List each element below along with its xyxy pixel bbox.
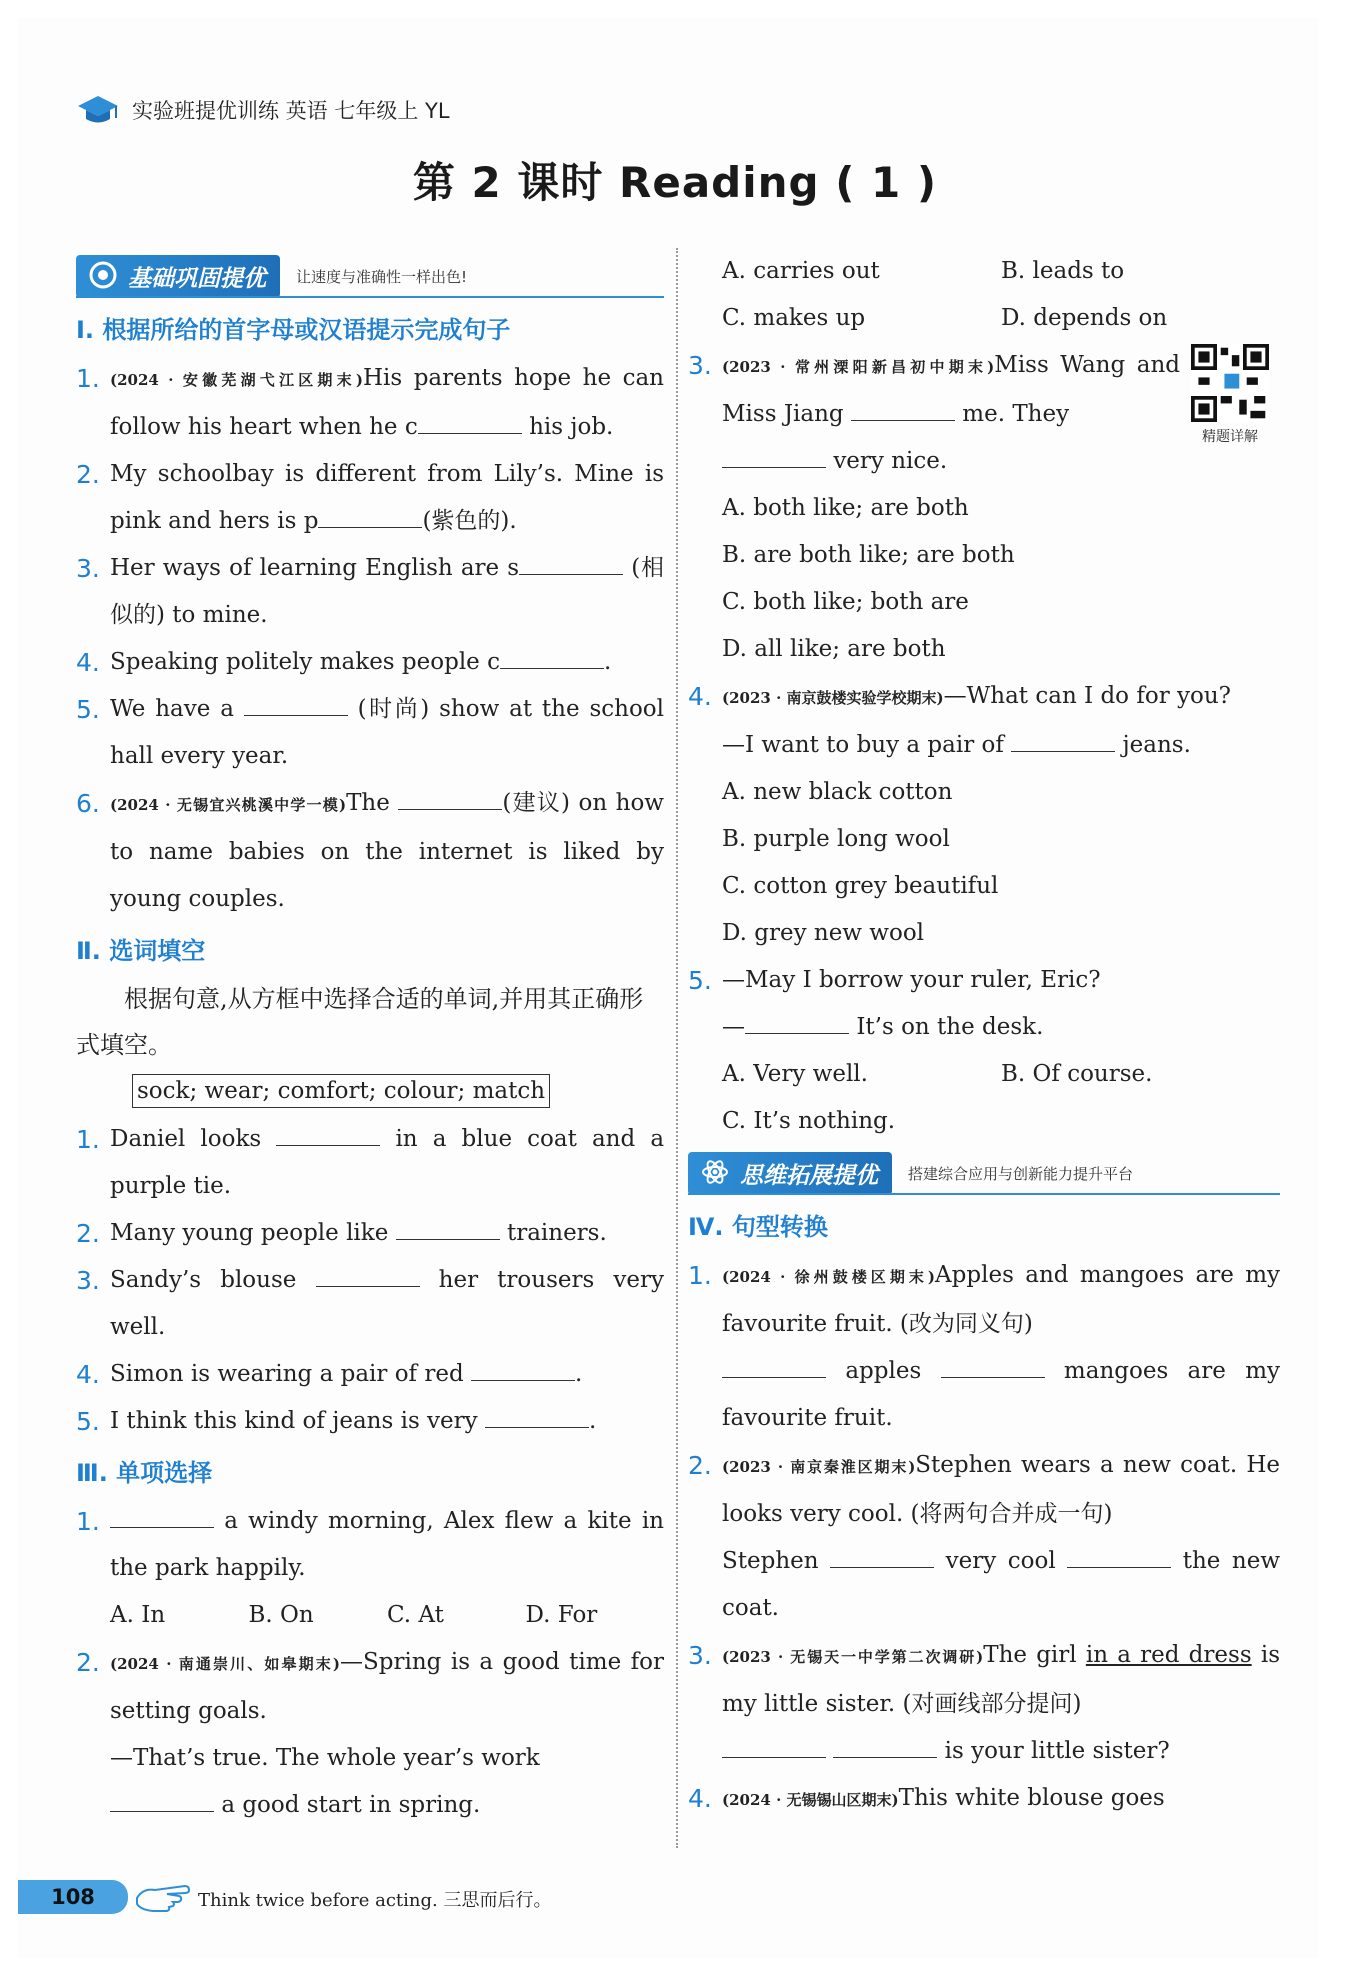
- question-source: (2023 · 南京秦淮区期末): [722, 1458, 916, 1476]
- atom-icon: [700, 1157, 730, 1187]
- answer-blank[interactable]: [110, 1789, 214, 1812]
- question-text: The: [346, 790, 390, 816]
- question-number: 3.: [688, 1641, 712, 1670]
- answer-blank[interactable]: [318, 505, 422, 528]
- question-text: My schoolbay is different from Lily’s. Mine is pink and hers is p: [110, 461, 664, 534]
- question-number: 4.: [688, 682, 712, 711]
- option[interactable]: A. both like; are both: [722, 495, 969, 521]
- question: [688, 1775, 1280, 1824]
- question-text: Many young people like: [110, 1220, 389, 1246]
- option[interactable]: D. For: [525, 1602, 598, 1628]
- question-text: Apples and mangoes are my favourite fruit. (改为同义句): [722, 1262, 1280, 1337]
- question-text: His parents hope he can follow his heart when he c: [110, 365, 664, 440]
- question-source: (2024 · 无锡宜兴桃溪中学一模): [110, 796, 347, 814]
- question: [76, 1351, 664, 1398]
- question: [76, 355, 664, 451]
- option[interactable]: C. It’s nothing.: [722, 1108, 896, 1134]
- banner-tag-text: 思维拓展提优: [740, 1162, 878, 1189]
- question-text: .: [575, 1361, 583, 1387]
- option[interactable]: B. are both like; are both: [722, 542, 1015, 568]
- word-box: sock; wear; comfort; colour; match: [132, 1074, 550, 1108]
- question-number: 1.: [688, 1261, 712, 1290]
- answer-blank[interactable]: [110, 1505, 214, 1528]
- question-number: 3.: [688, 351, 712, 380]
- question-text: (紫色的).: [422, 508, 517, 534]
- question-number: 5.: [76, 695, 100, 724]
- option[interactable]: A. In: [110, 1602, 166, 1628]
- question: [76, 1639, 664, 1735]
- question: [76, 639, 664, 686]
- question-text: Stephen: [722, 1548, 819, 1574]
- question: [76, 1116, 664, 1210]
- question: [76, 780, 664, 923]
- section-heading: Ⅰ. 根据所给的首字母或汉语提示完成句子: [76, 316, 511, 344]
- question: [76, 1257, 664, 1351]
- question-number: 4.: [76, 648, 100, 677]
- question-number: 4.: [688, 1784, 712, 1813]
- graduation-cap-icon: [76, 94, 120, 126]
- answer-blank[interactable]: [398, 787, 502, 810]
- section-banner-basic: [76, 254, 664, 298]
- question-text: I think this kind of jeans is very: [110, 1408, 478, 1434]
- question-text: mangoes are my favourite fruit.: [722, 1358, 1281, 1431]
- question-text: is my little sister. (对画线部分提问): [722, 1642, 1281, 1717]
- answer-blank[interactable]: [745, 1011, 849, 1034]
- banner-underline: [76, 296, 664, 298]
- question-number: 2.: [76, 460, 100, 489]
- question-source: (2024 · 徐州鼓楼区期末): [722, 1268, 936, 1286]
- section-heading: Ⅱ. 选词填空: [76, 937, 206, 965]
- question-text: —Spring is a good time for setting goals.: [110, 1649, 664, 1724]
- section-banner-extension: [688, 1151, 1280, 1195]
- answer-blank[interactable]: [316, 1264, 420, 1287]
- answer-blank[interactable]: [396, 1217, 500, 1240]
- question: [76, 451, 664, 545]
- question-source: (2024 · 安徽芜湖弋江区期末): [110, 371, 363, 389]
- question-text: —May I borrow your ruler, Eric?: [722, 967, 1101, 993]
- target-icon: [88, 260, 118, 290]
- question-text: jeans.: [1122, 732, 1191, 758]
- question-number: 1.: [76, 1125, 100, 1154]
- answer-blank[interactable]: [722, 1355, 826, 1378]
- instructions: 根据句意,从方框中选择合适的单词,并用其正确形式填空。: [76, 985, 644, 1059]
- answer-blank[interactable]: [722, 445, 826, 468]
- question: [688, 1442, 1280, 1632]
- qr-code-block[interactable]: [1190, 344, 1270, 446]
- question: [76, 545, 664, 639]
- answer-blank[interactable]: [244, 693, 348, 716]
- question: [76, 1398, 664, 1445]
- banner-underline: [688, 1193, 1280, 1195]
- question-line: [688, 1004, 1280, 1051]
- question: [688, 1252, 1280, 1442]
- answer-blank[interactable]: [1011, 729, 1115, 752]
- column-divider: [676, 248, 678, 1848]
- question-line: [76, 1782, 664, 1829]
- question-text: The girl: [983, 1642, 1077, 1668]
- question: [76, 686, 664, 780]
- option[interactable]: D. all like; are both: [722, 636, 946, 662]
- question-text: a windy morning, Alex flew a kite in the park happily.: [110, 1508, 664, 1581]
- question-text: Simon is wearing a pair of red: [110, 1361, 464, 1387]
- question-text: (建议) on how to name babies on the internet is liked by young couples.: [110, 790, 664, 912]
- question-text: me. They: [962, 401, 1070, 427]
- options-row: [688, 295, 1280, 342]
- question-text: is your little sister?: [944, 1738, 1170, 1764]
- question-text: trainers.: [506, 1220, 607, 1246]
- pointing-hand-icon: [133, 1874, 193, 1916]
- answer-blank[interactable]: [851, 398, 955, 421]
- banner-tag-text: 基础巩固提优: [128, 265, 266, 292]
- question-source: (2023 · 南京鼓楼实验学校期末): [722, 689, 944, 707]
- question-text: Miss Wang and Miss Jiang: [722, 352, 1180, 427]
- option[interactable]: B. leads to: [1001, 258, 1125, 284]
- book-header: [76, 94, 450, 126]
- question-line: [688, 722, 1280, 769]
- answer-blank[interactable]: [500, 646, 604, 669]
- answer-blank[interactable]: [519, 552, 623, 575]
- question-text: Sandy’s blouse: [110, 1267, 297, 1293]
- underlined-phrase: in a red dress: [1085, 1642, 1252, 1668]
- question-number: 5.: [76, 1407, 100, 1436]
- question-text: his job.: [529, 414, 614, 440]
- question-number: 1.: [76, 364, 100, 393]
- right-column: [688, 248, 1280, 1824]
- question-number: 2.: [76, 1648, 100, 1677]
- section-heading: Ⅳ. 句型转换: [688, 1213, 828, 1241]
- option[interactable]: B. purple long wool: [722, 826, 950, 852]
- question-text: —: [722, 1014, 745, 1040]
- question-source: (2023 · 常州溧阳新昌初中期末): [722, 358, 995, 376]
- question-text: in a blue coat and a purple tie.: [110, 1126, 665, 1199]
- banner-tag: [76, 255, 280, 298]
- question: [76, 1498, 664, 1592]
- footer-motto: Think twice before acting. 三思而后行。: [198, 1890, 552, 1911]
- question-source: (2024 · 无锡锡山区期末): [722, 1791, 899, 1809]
- question-text: Stephen wears a new coat. He looks very cool. (将两句合并成一句): [722, 1452, 1280, 1527]
- question: [688, 673, 1280, 722]
- option[interactable]: B. On: [248, 1602, 314, 1628]
- answer-blank[interactable]: [276, 1123, 380, 1146]
- answer-blank[interactable]: [941, 1355, 1045, 1378]
- question-text: very cool: [945, 1548, 1056, 1574]
- answer-blank[interactable]: [830, 1545, 934, 1568]
- question-source: (2023 · 无锡天一中学第二次调研): [722, 1648, 984, 1666]
- question-text: Her ways of learning English are s: [110, 555, 520, 581]
- question-text: Speaking politely makes people c: [110, 649, 500, 675]
- question-text: (相似的) to mine.: [110, 555, 664, 628]
- page-footer: [18, 1870, 1318, 1920]
- question-number: 3.: [76, 1266, 100, 1295]
- option[interactable]: A. Very well.: [722, 1061, 868, 1087]
- option[interactable]: C. makes up: [722, 305, 866, 331]
- option[interactable]: A. carries out: [722, 258, 880, 284]
- question-number: 2.: [688, 1451, 712, 1480]
- section-heading: Ⅲ. 单项选择: [76, 1459, 213, 1487]
- left-column: [76, 248, 664, 1829]
- option[interactable]: C. At: [387, 1602, 444, 1628]
- option[interactable]: D. grey new wool: [722, 920, 925, 946]
- question-text: (时尚) show at the school hall every year.: [110, 696, 664, 769]
- question-text: .: [604, 649, 612, 675]
- options-row: [76, 1592, 664, 1639]
- options-row: [688, 1051, 1280, 1098]
- question-text: very nice.: [833, 448, 948, 474]
- qr-code-icon[interactable]: [1191, 344, 1269, 422]
- question-text: —What can I do for you?: [943, 683, 1231, 709]
- banner-slogan: 搭建综合应用与创新能力提升平台: [908, 1164, 1134, 1183]
- option[interactable]: D. depends on: [1001, 305, 1168, 331]
- answer-blank[interactable]: [722, 1735, 826, 1758]
- option[interactable]: C. both like; both are: [722, 589, 969, 615]
- banner-tag: [688, 1152, 892, 1195]
- answer-blank[interactable]: [418, 411, 522, 434]
- options-row: [688, 248, 1280, 295]
- option[interactable]: B. Of course.: [1001, 1061, 1153, 1087]
- lesson-title: 第 2 课时 Reading ( 1 ): [412, 158, 938, 207]
- answer-blank[interactable]: [1067, 1545, 1171, 1568]
- question: [76, 1210, 664, 1257]
- question-text: This white blouse goes: [898, 1785, 1165, 1811]
- question-text: It’s on the desk.: [856, 1014, 1044, 1040]
- page-number: 108: [18, 1880, 128, 1914]
- banner-slogan: 让速度与准确性一样出色!: [296, 267, 468, 286]
- question-number: 3.: [76, 554, 100, 583]
- book-title: 实验班提优训练 英语 七年级上 YL: [132, 99, 450, 123]
- question-text: Daniel looks: [110, 1126, 262, 1152]
- question: [688, 957, 1280, 1004]
- question-number: 5.: [688, 966, 712, 995]
- question-number: 1.: [76, 1507, 100, 1536]
- question-text: We have a: [110, 696, 234, 722]
- qr-caption: 精题详解: [1202, 429, 1258, 445]
- question: [688, 1632, 1280, 1775]
- question-text: the new coat.: [722, 1548, 1281, 1621]
- answer-blank[interactable]: [471, 1358, 575, 1381]
- question-number: 4.: [76, 1360, 100, 1389]
- question-number: 2.: [76, 1219, 100, 1248]
- question-text: —That’s true. The whole year’s work: [110, 1745, 540, 1771]
- answer-blank[interactable]: [833, 1735, 937, 1758]
- question-text: .: [588, 1408, 597, 1434]
- question-text: —I want to buy a pair of: [722, 732, 1004, 758]
- question-number: 6.: [76, 789, 100, 818]
- question-text: a good start in spring.: [221, 1792, 481, 1818]
- option[interactable]: C. cotton grey beautiful: [722, 873, 999, 899]
- question-text: apples: [845, 1358, 922, 1384]
- question-text: her trousers very well.: [110, 1267, 665, 1340]
- option[interactable]: A. new black cotton: [722, 779, 953, 805]
- answer-blank[interactable]: [485, 1405, 589, 1428]
- question-source: (2024 · 南通崇川、如皋期末): [110, 1655, 341, 1673]
- question-line: [76, 1735, 664, 1782]
